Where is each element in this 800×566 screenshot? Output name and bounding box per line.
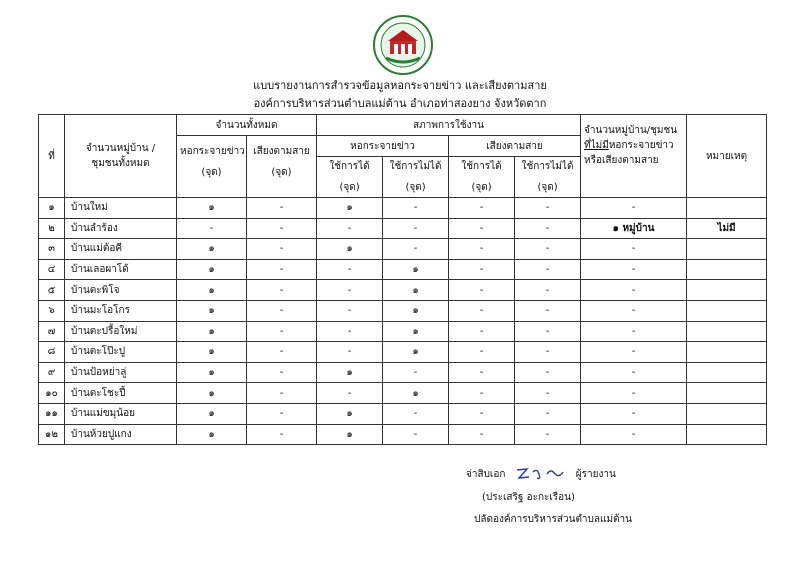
cell-name: บ้านตะโป๊ะปู bbox=[65, 342, 177, 363]
cell-t-bad: - bbox=[383, 239, 449, 260]
header-village-line1: จำนวนหมู่บ้าน / bbox=[85, 143, 156, 154]
cell-t-bad: - bbox=[383, 403, 449, 424]
table-row bbox=[39, 198, 767, 219]
cell-speaker: - bbox=[247, 383, 317, 404]
cell-remark bbox=[687, 321, 767, 342]
cell-s-ok: - bbox=[449, 362, 515, 383]
cell-no: ๑๒ bbox=[39, 424, 65, 445]
cell-no: ๙ bbox=[39, 362, 65, 383]
cell-t-bad: - bbox=[383, 198, 449, 219]
cell-name: บ้านเลอผาโด้ bbox=[65, 259, 177, 280]
cell-speaker: - bbox=[247, 259, 317, 280]
report-title: แบบรายงานการสำรวจข้อมูลหอกระจายข่าว และเสียงตามสาย bbox=[253, 79, 547, 92]
cell-no: ๘ bbox=[39, 342, 65, 363]
cell-no: ๓ bbox=[39, 239, 65, 260]
cell-remark bbox=[687, 239, 767, 260]
signer-position: ปลัดองค์การบริหารส่วนตำบลแม่ต้าน bbox=[474, 514, 633, 525]
cell-t-ok: ๑ bbox=[317, 403, 383, 424]
cell-t-bad: ๑ bbox=[383, 300, 449, 321]
cell-no: ๗ bbox=[39, 321, 65, 342]
cell-tower: ๑ bbox=[177, 280, 247, 301]
cell-t-ok: - bbox=[317, 321, 383, 342]
label-unit: (จุด) bbox=[339, 182, 360, 193]
cell-speaker: - bbox=[247, 198, 317, 219]
cell-t-bad: - bbox=[383, 218, 449, 239]
table-body bbox=[39, 198, 767, 445]
cell-t-ok: - bbox=[317, 300, 383, 321]
cell-s-bad: - bbox=[515, 342, 581, 363]
cell-remark bbox=[687, 280, 767, 301]
header-group-status: สภาพการใช้งาน bbox=[317, 115, 581, 136]
label-usable: ใช้การได้ bbox=[461, 161, 502, 172]
cell-tower: ๑ bbox=[177, 403, 247, 424]
header-speaker-line2: (จุด) bbox=[271, 167, 292, 178]
label-unit: (จุด) bbox=[471, 182, 492, 193]
cell-remark bbox=[687, 342, 767, 363]
cell-s-ok: - bbox=[449, 259, 515, 280]
cell-without: - bbox=[581, 198, 687, 219]
cell-s-ok: - bbox=[449, 300, 515, 321]
cell-t-ok: - bbox=[317, 280, 383, 301]
cell-tower: ๑ bbox=[177, 239, 247, 260]
cell-s-ok: - bbox=[449, 342, 515, 363]
table-row bbox=[39, 218, 767, 239]
cell-speaker: - bbox=[247, 280, 317, 301]
label-unusable: ใช้การไม่ได้ bbox=[389, 161, 442, 172]
cell-remark bbox=[687, 403, 767, 424]
table-row bbox=[39, 424, 767, 445]
table-row bbox=[39, 383, 767, 404]
header-sub-tower: หอกระจายข่าว bbox=[317, 136, 449, 157]
header-without-line3: หรือเสียงตามสาย bbox=[584, 155, 659, 166]
cell-name: บ้านตะโชะปี้ bbox=[65, 383, 177, 404]
cell-speaker: - bbox=[247, 321, 317, 342]
cell-without: - bbox=[581, 342, 687, 363]
header-tower-usable bbox=[317, 157, 383, 198]
cell-name: บ้านป้อหย่าลู่ bbox=[65, 362, 177, 383]
signature-line bbox=[466, 466, 706, 482]
cell-tower: ๑ bbox=[177, 424, 247, 445]
cell-speaker: - bbox=[247, 218, 317, 239]
cell-no: ๖ bbox=[39, 300, 65, 321]
cell-tower: ๑ bbox=[177, 383, 247, 404]
cell-without: ๑ หมู่บ้าน bbox=[581, 218, 687, 239]
cell-tower: ๑ bbox=[177, 300, 247, 321]
cell-without: - bbox=[581, 403, 687, 424]
header-speaker-line1: เสียงตามสาย bbox=[253, 146, 310, 157]
header-tower-unusable bbox=[383, 157, 449, 198]
cell-t-ok: ๑ bbox=[317, 239, 383, 260]
table-row bbox=[39, 300, 767, 321]
header-without-underline: ที่ไม่มี bbox=[584, 140, 609, 151]
cell-t-bad: ๑ bbox=[383, 383, 449, 404]
cell-name: บ้านตะพิโจ bbox=[65, 280, 177, 301]
cell-without: - bbox=[581, 383, 687, 404]
cell-tower: - bbox=[177, 218, 247, 239]
cell-t-ok: ๑ bbox=[317, 362, 383, 383]
cell-s-ok: - bbox=[449, 383, 515, 404]
cell-s-ok: - bbox=[449, 424, 515, 445]
label-unit: (จุด) bbox=[405, 182, 426, 193]
cell-t-bad: ๑ bbox=[383, 321, 449, 342]
cell-s-bad: - bbox=[515, 218, 581, 239]
cell-speaker: - bbox=[247, 342, 317, 363]
cell-s-bad: - bbox=[515, 259, 581, 280]
cell-t-bad: ๑ bbox=[383, 342, 449, 363]
cell-s-bad: - bbox=[515, 403, 581, 424]
header-tower bbox=[177, 136, 247, 198]
cell-remark bbox=[687, 424, 767, 445]
cell-t-ok: ๑ bbox=[317, 424, 383, 445]
cell-tower: ๑ bbox=[177, 342, 247, 363]
cell-s-ok: - bbox=[449, 403, 515, 424]
cell-no: ๕ bbox=[39, 280, 65, 301]
header-village bbox=[65, 115, 177, 198]
cell-t-ok: - bbox=[317, 383, 383, 404]
table-row bbox=[39, 342, 767, 363]
cell-t-ok: - bbox=[317, 218, 383, 239]
cell-t-bad: - bbox=[383, 362, 449, 383]
header-without-line1: จำนวนหมู่บ้าน/ชุมชน bbox=[584, 125, 678, 136]
cell-s-ok: - bbox=[449, 218, 515, 239]
table-row bbox=[39, 362, 767, 383]
table-row bbox=[39, 321, 767, 342]
header-village-line2: ชุมชนทั้งหมด bbox=[91, 158, 150, 169]
cell-tower: ๑ bbox=[177, 259, 247, 280]
cell-t-ok: - bbox=[317, 259, 383, 280]
cell-tower: ๑ bbox=[177, 362, 247, 383]
signer-name: (ประเสริฐ อะกะเรือน) bbox=[482, 492, 575, 503]
cell-no: ๑ bbox=[39, 198, 65, 219]
cell-remark bbox=[687, 198, 767, 219]
cell-without: - bbox=[581, 239, 687, 260]
table-row bbox=[39, 239, 767, 260]
cell-without: - bbox=[581, 321, 687, 342]
header-without-line2: หอกระจายข่าว bbox=[608, 140, 674, 151]
cell-without: - bbox=[581, 424, 687, 445]
cell-t-bad: ๑ bbox=[383, 280, 449, 301]
cell-s-ok: - bbox=[449, 198, 515, 219]
cell-name: บ้านลำร้อง bbox=[65, 218, 177, 239]
survey-table bbox=[38, 114, 767, 445]
cell-t-ok: ๑ bbox=[317, 198, 383, 219]
cell-speaker: - bbox=[247, 403, 317, 424]
cell-s-ok: - bbox=[449, 280, 515, 301]
signer-role: ผู้รายงาน bbox=[575, 469, 616, 480]
cell-s-ok: - bbox=[449, 321, 515, 342]
cell-s-bad: - bbox=[515, 321, 581, 342]
cell-speaker: - bbox=[247, 362, 317, 383]
header-speaker-unusable bbox=[515, 157, 581, 198]
label-usable: ใช้การได้ bbox=[329, 161, 370, 172]
cell-s-bad: - bbox=[515, 239, 581, 260]
cell-t-bad: ๑ bbox=[383, 259, 449, 280]
cell-without: - bbox=[581, 280, 687, 301]
cell-remark bbox=[687, 362, 767, 383]
label-unit: (จุด) bbox=[537, 182, 558, 193]
cell-speaker: - bbox=[247, 239, 317, 260]
cell-no: ๑๐ bbox=[39, 383, 65, 404]
cell-name: บ้านมะโอโกร bbox=[65, 300, 177, 321]
cell-t-bad: - bbox=[383, 424, 449, 445]
table-row bbox=[39, 280, 767, 301]
header-tower-line2: (จุด) bbox=[201, 167, 222, 178]
cell-s-bad: - bbox=[515, 300, 581, 321]
label-unusable: ใช้การไม่ได้ bbox=[521, 161, 574, 172]
cell-without: - bbox=[581, 300, 687, 321]
header-group-total: จำนวนทั้งหมด bbox=[177, 115, 317, 136]
cell-name: บ้านใหม่ bbox=[65, 198, 177, 219]
header-speaker bbox=[247, 136, 317, 198]
cell-no: ๒ bbox=[39, 218, 65, 239]
cell-remark bbox=[687, 300, 767, 321]
header-no: ที่ bbox=[39, 115, 65, 198]
cell-no: ๔ bbox=[39, 259, 65, 280]
cell-name: บ้านตะปรื้อใหม่ bbox=[65, 321, 177, 342]
cell-s-bad: - bbox=[515, 424, 581, 445]
cell-name: บ้านแม่ต้อคี bbox=[65, 239, 177, 260]
cell-remark: ไม่มี bbox=[687, 218, 767, 239]
table-row bbox=[39, 259, 767, 280]
cell-s-bad: - bbox=[515, 198, 581, 219]
cell-s-bad: - bbox=[515, 280, 581, 301]
cell-s-bad: - bbox=[515, 362, 581, 383]
report-subtitle: องค์การบริหารส่วนตำบลแม่ต้าน อำเภอท่าสองยาง จังหวัดตาก bbox=[253, 97, 547, 110]
cell-without: - bbox=[581, 259, 687, 280]
handwritten-signature-icon bbox=[515, 466, 567, 482]
cell-tower: ๑ bbox=[177, 198, 247, 219]
signer-rank: จ่าสิบเอก bbox=[466, 469, 506, 480]
cell-name: บ้านแม่ขมุน้อย bbox=[65, 403, 177, 424]
header-remark: หมายเหตุ bbox=[687, 115, 767, 198]
cell-speaker: - bbox=[247, 424, 317, 445]
cell-s-bad: - bbox=[515, 383, 581, 404]
cell-t-ok: - bbox=[317, 342, 383, 363]
header-without bbox=[581, 115, 687, 198]
cell-no: ๑๑ bbox=[39, 403, 65, 424]
cell-name: บ้านห้วยปูแกง bbox=[65, 424, 177, 445]
cell-s-ok: - bbox=[449, 239, 515, 260]
header-tower-line1: หอกระจายข่าว bbox=[180, 146, 245, 157]
table-row bbox=[39, 403, 767, 424]
cell-remark bbox=[687, 259, 767, 280]
header-speaker-usable bbox=[449, 157, 515, 198]
cell-speaker: - bbox=[247, 300, 317, 321]
header-sub-speaker: เสียงตามสาย bbox=[449, 136, 581, 157]
organization-seal-logo bbox=[372, 14, 434, 76]
cell-without: - bbox=[581, 362, 687, 383]
cell-remark bbox=[687, 383, 767, 404]
cell-tower: ๑ bbox=[177, 321, 247, 342]
